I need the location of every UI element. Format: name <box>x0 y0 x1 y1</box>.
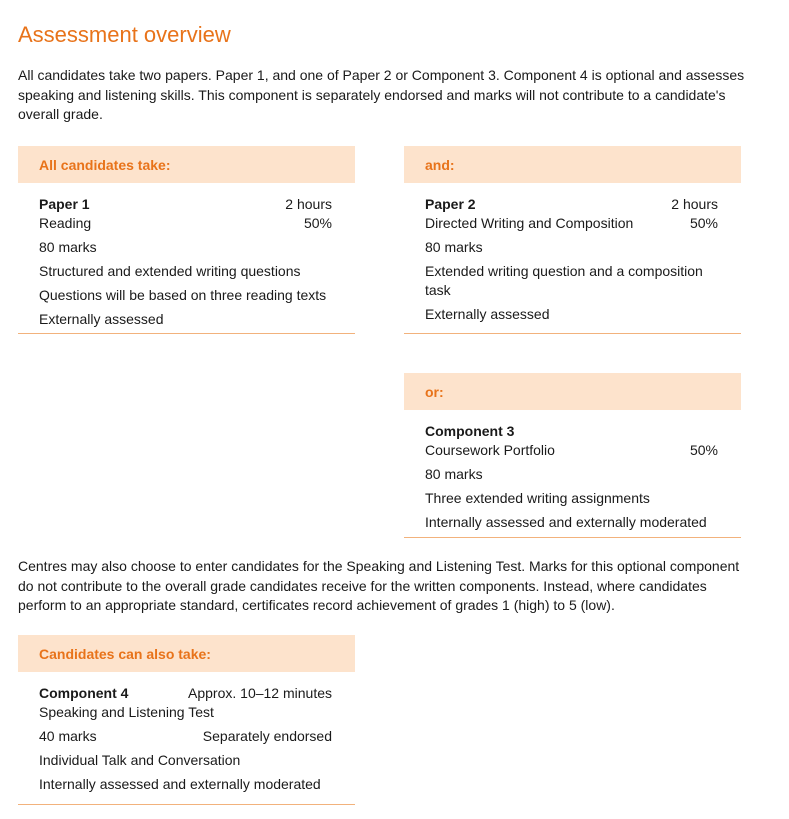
component4-box <box>18 635 355 805</box>
component4-marks: 40 marks <box>39 728 97 744</box>
component4-endorsement: Separately endorsed <box>202 728 332 744</box>
component3-box <box>404 373 741 538</box>
middle-paragraph: Centres may also choose to enter candidates for the Speaking and Listening Test. Marks for this optional component do not contribute to the overall grade candidates receive for the written components. Instead, where candidates perform to an appropriate standard, certificates record achievement of grades 1 (high) to 5 (low). <box>18 558 740 613</box>
paper1-subtitle: Reading <box>39 215 92 231</box>
component3-subtitle: Coursework Portfolio <box>425 442 555 458</box>
component4-header: Candidates can also take: <box>18 635 355 672</box>
component4-duration: Approx. 10–12 minutes <box>188 685 332 701</box>
paper1-assessment: Externally assessed <box>39 311 164 327</box>
paper1-name: Paper 1 <box>39 196 90 212</box>
paper1-line1: Structured and extended writing questions <box>39 263 301 279</box>
paper1-duration: 2 hours <box>285 196 332 212</box>
paper2-weight: 50% <box>689 215 718 231</box>
paper1-weight: 50% <box>303 215 332 231</box>
component4-subtitle: Speaking and Listening Test <box>39 704 214 720</box>
paper1-header: All candidates take: <box>18 146 355 183</box>
paper2-subtitle: Directed Writing and Composition <box>425 215 634 231</box>
component4-name: Component 4 <box>39 685 129 701</box>
component3-assessment: Internally assessed and externally moderated <box>425 514 707 530</box>
page-title: Assessment overview <box>18 22 231 47</box>
paper2-box <box>404 146 741 334</box>
paper2-duration: 2 hours <box>671 196 718 212</box>
paper2-header: and: <box>404 146 741 183</box>
component3-header: or: <box>404 373 741 410</box>
component4-assessment: Internally assessed and externally moderated <box>39 776 321 792</box>
component4-line1: Individual Talk and Conversation <box>39 752 241 768</box>
paper1-marks: 80 marks <box>39 239 97 255</box>
paper1-line2: Questions will be based on three reading texts <box>39 287 327 303</box>
component3-weight: 50% <box>689 442 718 458</box>
component3-line1: Three extended writing assignments <box>425 490 650 506</box>
component3-name: Component 3 <box>425 423 515 439</box>
paper2-marks: 80 marks <box>425 239 483 255</box>
component3-marks: 80 marks <box>425 466 483 482</box>
paper1-box <box>18 146 355 334</box>
paper2-line1: Extended writing question and a composition task <box>425 263 703 298</box>
paper2-name: Paper 2 <box>425 196 476 212</box>
intro-paragraph: All candidates take two papers. Paper 1, and one of Paper 2 or Component 3. Component 4 is optional and assesses speaking and listening skills. This component is separately endorsed and marks will not contribute to a candidate's overall grade. <box>18 67 745 122</box>
paper2-assessment: Externally assessed <box>425 306 550 322</box>
